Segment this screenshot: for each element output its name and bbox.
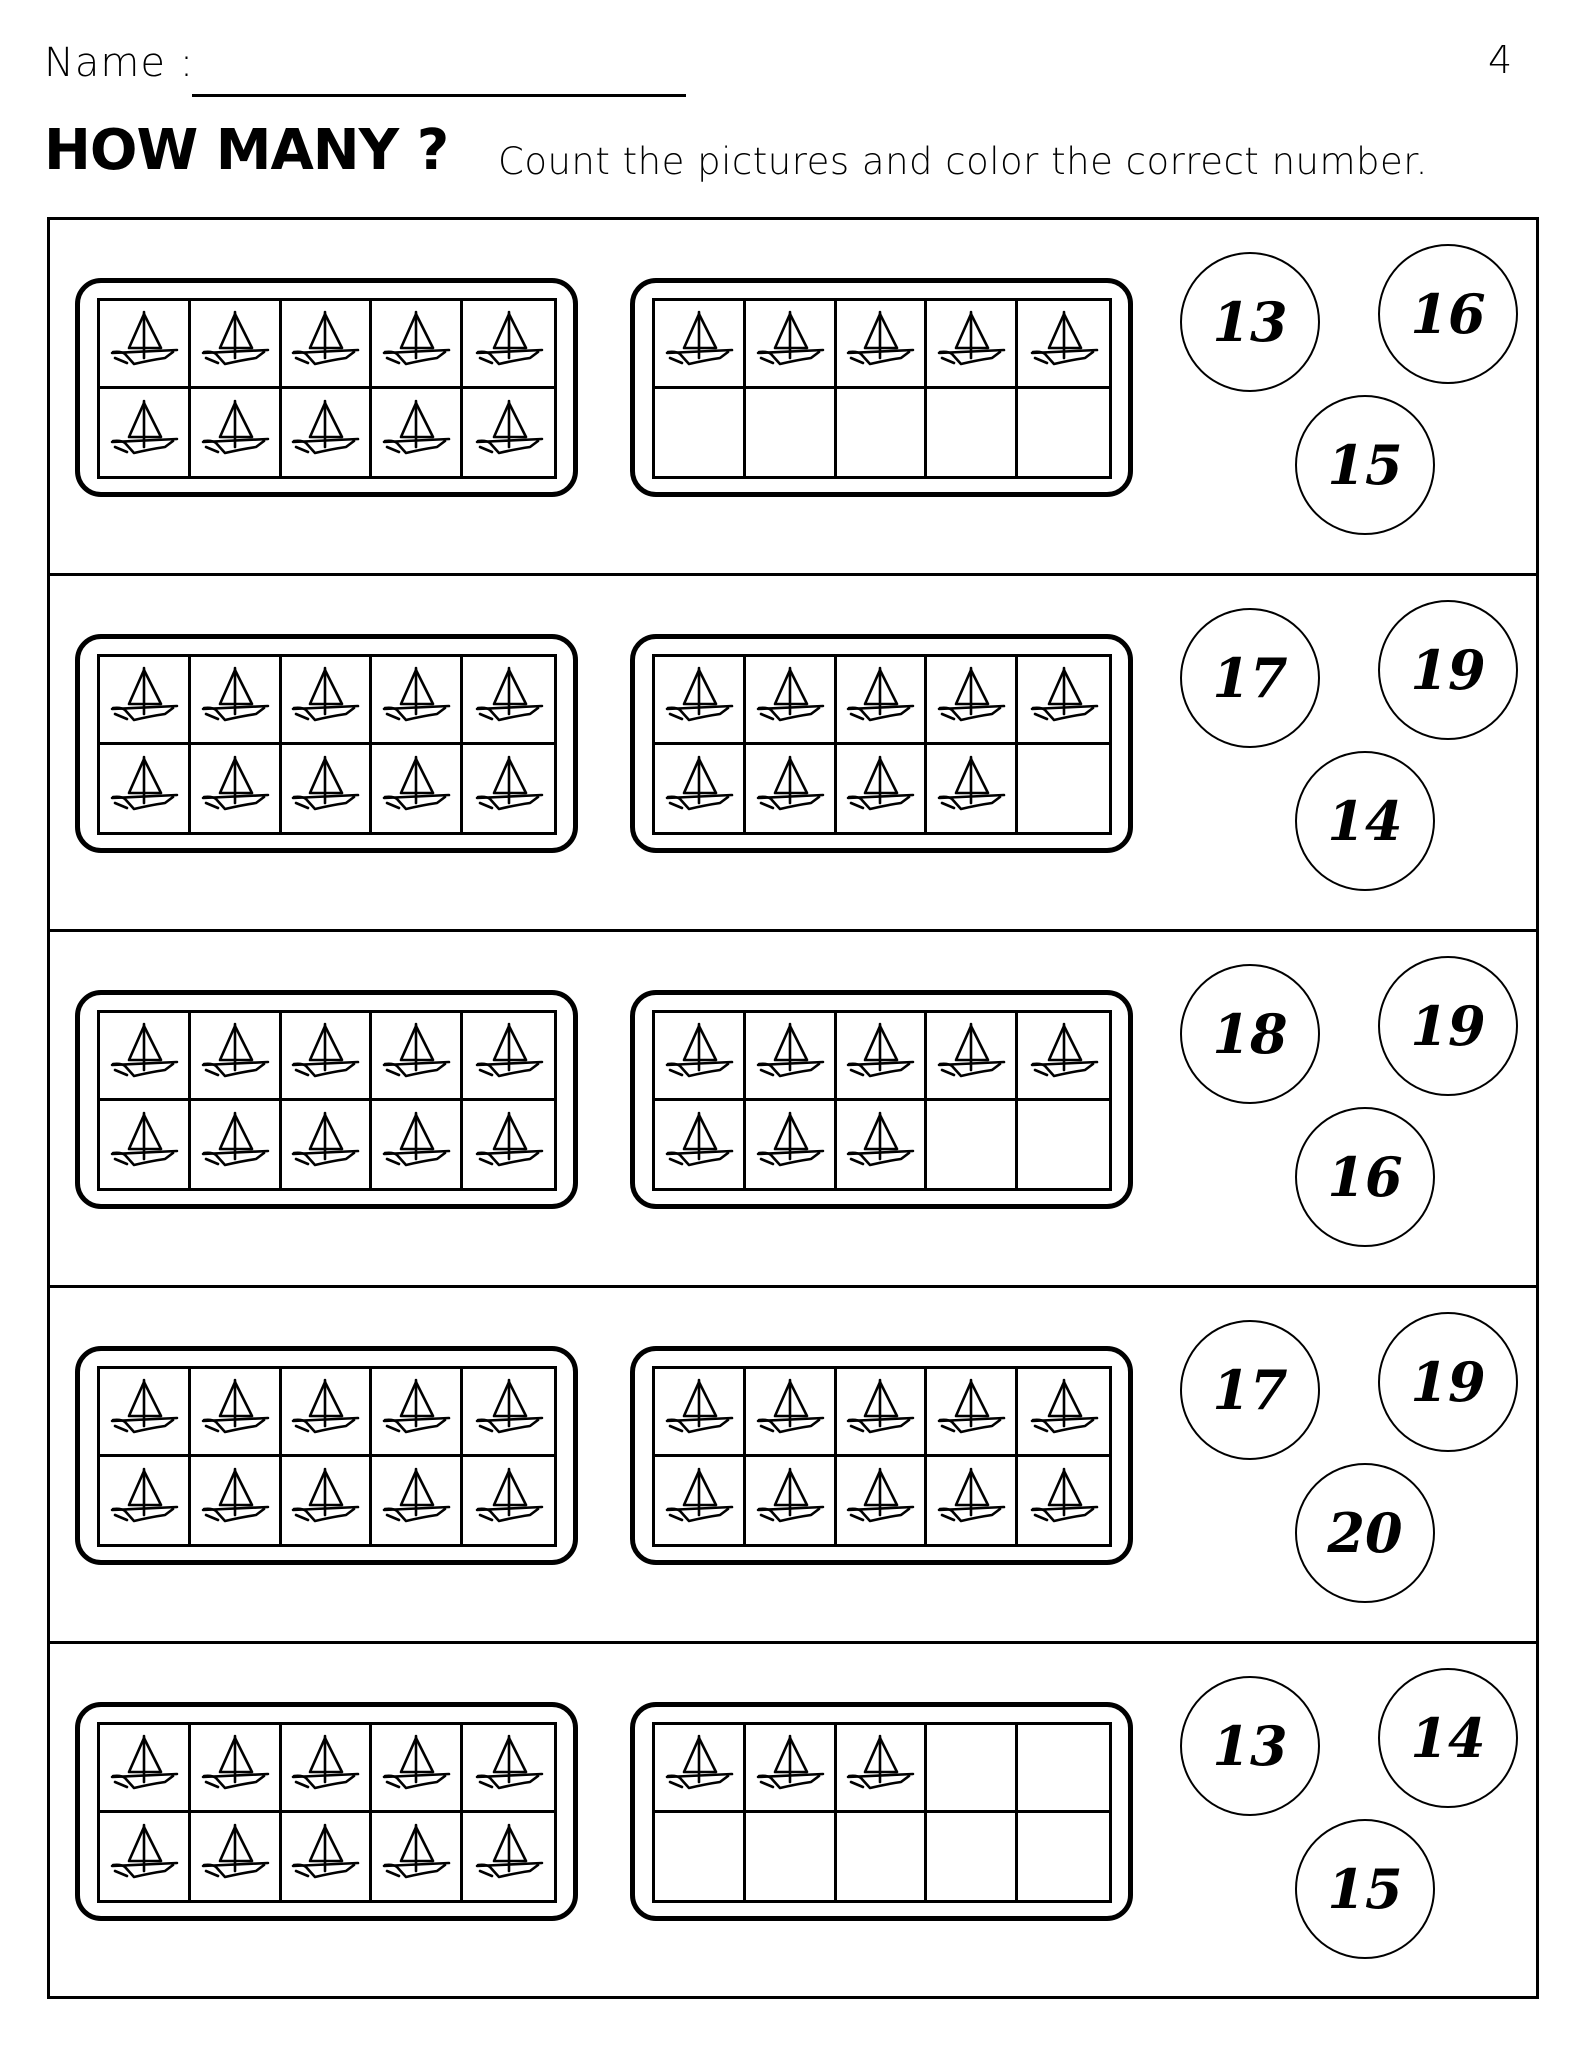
- ten-frame-cell: [655, 1013, 746, 1101]
- ten-frame: [75, 278, 578, 497]
- sailboat-icon: [379, 1018, 453, 1092]
- ten-frame-cell: [655, 389, 746, 477]
- ten-frame: [75, 1346, 578, 1565]
- sailboat-icon: [472, 306, 546, 380]
- sailboat-icon: [934, 1018, 1008, 1092]
- sailboat-icon: [662, 751, 736, 825]
- answer-choice-circle[interactable]: 18: [1180, 964, 1320, 1104]
- sailboat-icon: [107, 306, 181, 380]
- ten-frame-cell: [1018, 1101, 1109, 1189]
- ten-frame-cell: [655, 1369, 746, 1457]
- sailboat-icon: [843, 1463, 917, 1537]
- answer-choice-circle[interactable]: 14: [1295, 751, 1435, 891]
- answer-choice-circle[interactable]: 16: [1295, 1107, 1435, 1247]
- ten-frame-cell: [927, 1725, 1018, 1813]
- sailboat-icon: [288, 1819, 362, 1893]
- ten-frame-cell: [837, 301, 928, 389]
- ten-frame-cell: [927, 1457, 1018, 1545]
- sailboat-icon: [198, 1819, 272, 1893]
- sailboat-icon: [379, 1107, 453, 1181]
- ten-frame-cell: [1018, 1813, 1109, 1901]
- sailboat-icon: [843, 1107, 917, 1181]
- sailboat-icon: [753, 662, 827, 736]
- sailboat-icon: [379, 751, 453, 825]
- ten-frame-cell: [655, 1725, 746, 1813]
- ten-frame-cell: [100, 301, 191, 389]
- sailboat-icon: [288, 1018, 362, 1092]
- ten-frame-cell: [463, 1813, 554, 1901]
- ten-frame-cell: [372, 657, 463, 745]
- ten-frame-cell: [100, 1369, 191, 1457]
- ten-frame-cell: [372, 1813, 463, 1901]
- sailboat-icon: [288, 1730, 362, 1804]
- ten-frame-cell: [372, 1457, 463, 1545]
- exercise-row: [50, 1644, 1536, 2000]
- sailboat-icon: [379, 1819, 453, 1893]
- ten-frame-cell: [746, 1101, 837, 1189]
- sailboat-icon: [472, 1018, 546, 1092]
- ten-frame-cell: [282, 1725, 373, 1813]
- sailboat-icon: [1027, 1463, 1101, 1537]
- ten-frame-cell: [927, 657, 1018, 745]
- exercise-row: [50, 220, 1536, 576]
- sailboat-icon: [379, 306, 453, 380]
- answer-choice-circle[interactable]: 14: [1378, 1668, 1518, 1808]
- ten-frame-cell: [463, 745, 554, 833]
- ten-frame-cell: [1018, 1369, 1109, 1457]
- ten-frame-cell: [191, 1813, 282, 1901]
- sailboat-icon: [107, 1374, 181, 1448]
- sailboat-icon: [288, 1463, 362, 1537]
- ten-frame-grid: [652, 1010, 1112, 1191]
- sailboat-icon: [107, 1018, 181, 1092]
- ten-frame-cell: [927, 1101, 1018, 1189]
- sailboat-icon: [198, 1730, 272, 1804]
- ten-frame-cell: [837, 1457, 928, 1545]
- ten-frame-grid: [652, 654, 1112, 835]
- ten-frame-grid: [97, 1010, 557, 1191]
- ten-frame-cell: [655, 1813, 746, 1901]
- sailboat-icon: [107, 1730, 181, 1804]
- sailboat-icon: [753, 1374, 827, 1448]
- ten-frame-cell: [746, 1813, 837, 1901]
- sailboat-icon: [843, 1730, 917, 1804]
- page-number: 4: [1488, 38, 1513, 82]
- ten-frame: [630, 990, 1133, 1209]
- sailboat-icon: [288, 306, 362, 380]
- ten-frame-cell: [1018, 389, 1109, 477]
- sailboat-icon: [107, 1107, 181, 1181]
- sailboat-icon: [1027, 1374, 1101, 1448]
- sailboat-icon: [662, 1374, 736, 1448]
- sailboat-icon: [934, 1374, 1008, 1448]
- ten-frame-cell: [463, 1725, 554, 1813]
- sailboat-icon: [662, 1463, 736, 1537]
- sailboat-icon: [753, 1018, 827, 1092]
- ten-frame-cell: [100, 1725, 191, 1813]
- ten-frame-grid: [652, 1722, 1112, 1903]
- ten-frame-cell: [1018, 657, 1109, 745]
- sailboat-icon: [1027, 1018, 1101, 1092]
- ten-frame-cell: [655, 1101, 746, 1189]
- sailboat-icon: [379, 1374, 453, 1448]
- sailboat-icon: [843, 1018, 917, 1092]
- ten-frame-grid: [97, 1722, 557, 1903]
- ten-frame: [630, 1346, 1133, 1565]
- ten-frame-cell: [282, 1369, 373, 1457]
- ten-frame-cell: [927, 1369, 1018, 1457]
- ten-frame-cell: [746, 1013, 837, 1101]
- ten-frame: [630, 634, 1133, 853]
- ten-frame-cell: [746, 1725, 837, 1813]
- ten-frame-cell: [100, 1813, 191, 1901]
- answer-choice-circle[interactable]: 19: [1378, 1312, 1518, 1452]
- sailboat-icon: [198, 306, 272, 380]
- sailboat-icon: [472, 1730, 546, 1804]
- ten-frame-cell: [372, 1101, 463, 1189]
- ten-frame-cell: [746, 389, 837, 477]
- ten-frame-cell: [746, 301, 837, 389]
- sailboat-icon: [379, 1463, 453, 1537]
- ten-frame-cell: [463, 1013, 554, 1101]
- ten-frame-cell: [746, 657, 837, 745]
- exercise-row: [50, 1288, 1536, 1644]
- ten-frame-cell: [282, 301, 373, 389]
- ten-frame-cell: [463, 1369, 554, 1457]
- ten-frame-cell: [372, 1369, 463, 1457]
- ten-frame-cell: [463, 301, 554, 389]
- ten-frame-cell: [655, 657, 746, 745]
- sailboat-icon: [753, 306, 827, 380]
- name-label: Name :: [44, 40, 195, 86]
- ten-frame-cell: [837, 1369, 928, 1457]
- ten-frame-grid: [97, 654, 557, 835]
- ten-frame-cell: [372, 745, 463, 833]
- sailboat-icon: [472, 751, 546, 825]
- ten-frame-cell: [191, 1369, 282, 1457]
- ten-frame-cell: [837, 745, 928, 833]
- ten-frame-grid: [652, 298, 1112, 479]
- sailboat-icon: [288, 751, 362, 825]
- ten-frame-cell: [282, 657, 373, 745]
- answer-choice-circle[interactable]: 15: [1295, 1819, 1435, 1959]
- ten-frame-cell: [927, 389, 1018, 477]
- ten-frame-cell: [191, 1725, 282, 1813]
- ten-frame-cell: [100, 657, 191, 745]
- sailboat-icon: [288, 1107, 362, 1181]
- sailboat-icon: [198, 1463, 272, 1537]
- ten-frame-cell: [100, 1013, 191, 1101]
- ten-frame: [75, 990, 578, 1209]
- ten-frame-cell: [463, 657, 554, 745]
- ten-frame-cell: [1018, 301, 1109, 389]
- sailboat-icon: [753, 1463, 827, 1537]
- answer-choice-circle[interactable]: 13: [1180, 252, 1320, 392]
- sailboat-icon: [753, 1730, 827, 1804]
- ten-frame-cell: [191, 389, 282, 477]
- sailboat-icon: [198, 751, 272, 825]
- sailboat-icon: [472, 1374, 546, 1448]
- answer-choice-circle[interactable]: 13: [1180, 1676, 1320, 1816]
- ten-frame-cell: [746, 1369, 837, 1457]
- sailboat-icon: [107, 751, 181, 825]
- ten-frame-grid: [97, 298, 557, 479]
- ten-frame-cell: [100, 1457, 191, 1545]
- ten-frame-cell: [746, 1457, 837, 1545]
- sailboat-icon: [662, 306, 736, 380]
- answer-choice-circle[interactable]: 16: [1378, 244, 1518, 384]
- sailboat-icon: [662, 1018, 736, 1092]
- sailboat-icon: [472, 662, 546, 736]
- instructions: Count the pictures and color the correct number.: [498, 140, 1428, 183]
- ten-frame-cell: [191, 745, 282, 833]
- answer-choice-circle[interactable]: 19: [1378, 956, 1518, 1096]
- sailboat-icon: [107, 395, 181, 469]
- ten-frame-cell: [927, 745, 1018, 833]
- ten-frame-cell: [282, 1457, 373, 1545]
- exercise-row: [50, 932, 1536, 1288]
- ten-frame-cell: [1018, 1725, 1109, 1813]
- ten-frame-cell: [1018, 1013, 1109, 1101]
- sailboat-icon: [934, 306, 1008, 380]
- ten-frame-cell: [282, 389, 373, 477]
- ten-frame-cell: [463, 1101, 554, 1189]
- ten-frame-cell: [837, 1013, 928, 1101]
- sailboat-icon: [843, 662, 917, 736]
- sailboat-icon: [843, 306, 917, 380]
- ten-frame-cell: [100, 1101, 191, 1189]
- sailboat-icon: [379, 1730, 453, 1804]
- answer-choice-circle[interactable]: 17: [1180, 608, 1320, 748]
- ten-frame-cell: [282, 1101, 373, 1189]
- name-input-line[interactable]: [192, 94, 686, 97]
- sailboat-icon: [198, 662, 272, 736]
- ten-frame-cell: [372, 1725, 463, 1813]
- ten-frame-cell: [837, 389, 928, 477]
- ten-frame-cell: [655, 1457, 746, 1545]
- ten-frame-cell: [191, 301, 282, 389]
- exercise-row: [50, 576, 1536, 932]
- ten-frame-cell: [927, 1813, 1018, 1901]
- sailboat-icon: [198, 395, 272, 469]
- ten-frame-cell: [837, 1813, 928, 1901]
- answer-choice-circle[interactable]: 19: [1378, 600, 1518, 740]
- sailboat-icon: [753, 751, 827, 825]
- page-title: HOW MANY ?: [44, 118, 449, 183]
- ten-frame: [75, 634, 578, 853]
- ten-frame-cell: [191, 1101, 282, 1189]
- ten-frame-cell: [372, 389, 463, 477]
- ten-frame-cell: [837, 657, 928, 745]
- ten-frame-cell: [927, 1013, 1018, 1101]
- answer-choice-circle[interactable]: 15: [1295, 395, 1435, 535]
- sailboat-icon: [288, 662, 362, 736]
- sailboat-icon: [662, 1107, 736, 1181]
- sailboat-icon: [934, 751, 1008, 825]
- sailboat-icon: [662, 1730, 736, 1804]
- sailboat-icon: [934, 662, 1008, 736]
- sailboat-icon: [843, 1374, 917, 1448]
- sailboat-icon: [472, 1819, 546, 1893]
- ten-frame-cell: [100, 745, 191, 833]
- sailboat-icon: [379, 662, 453, 736]
- ten-frame-cell: [837, 1725, 928, 1813]
- ten-frame-cell: [372, 301, 463, 389]
- sailboat-icon: [288, 1374, 362, 1448]
- answer-choice-circle[interactable]: 17: [1180, 1320, 1320, 1460]
- sailboat-icon: [198, 1107, 272, 1181]
- sailboat-icon: [472, 1463, 546, 1537]
- ten-frame-cell: [655, 745, 746, 833]
- ten-frame-cell: [191, 657, 282, 745]
- ten-frame-cell: [746, 745, 837, 833]
- sailboat-icon: [107, 662, 181, 736]
- worksheet: [47, 217, 1539, 1999]
- ten-frame: [630, 278, 1133, 497]
- ten-frame-cell: [100, 389, 191, 477]
- sailboat-icon: [934, 1463, 1008, 1537]
- ten-frame: [630, 1702, 1133, 1921]
- ten-frame-grid: [652, 1366, 1112, 1547]
- ten-frame-cell: [282, 1813, 373, 1901]
- ten-frame-cell: [191, 1013, 282, 1101]
- answer-choice-circle[interactable]: 20: [1295, 1463, 1435, 1603]
- ten-frame: [75, 1702, 578, 1921]
- sailboat-icon: [472, 395, 546, 469]
- ten-frame-cell: [372, 1013, 463, 1101]
- sailboat-icon: [1027, 306, 1101, 380]
- ten-frame-cell: [282, 745, 373, 833]
- sailboat-icon: [107, 1819, 181, 1893]
- sailboat-icon: [662, 662, 736, 736]
- sailboat-icon: [198, 1018, 272, 1092]
- sailboat-icon: [379, 395, 453, 469]
- ten-frame-cell: [282, 1013, 373, 1101]
- ten-frame-cell: [463, 389, 554, 477]
- sailboat-icon: [843, 751, 917, 825]
- ten-frame-cell: [837, 1101, 928, 1189]
- ten-frame-cell: [463, 1457, 554, 1545]
- sailboat-icon: [107, 1463, 181, 1537]
- sailboat-icon: [1027, 662, 1101, 736]
- sailboat-icon: [288, 395, 362, 469]
- sailboat-icon: [472, 1107, 546, 1181]
- sailboat-icon: [198, 1374, 272, 1448]
- ten-frame-cell: [191, 1457, 282, 1545]
- ten-frame-cell: [1018, 1457, 1109, 1545]
- ten-frame-cell: [1018, 745, 1109, 833]
- sailboat-icon: [753, 1107, 827, 1181]
- ten-frame-grid: [97, 1366, 557, 1547]
- ten-frame-cell: [655, 301, 746, 389]
- ten-frame-cell: [927, 301, 1018, 389]
